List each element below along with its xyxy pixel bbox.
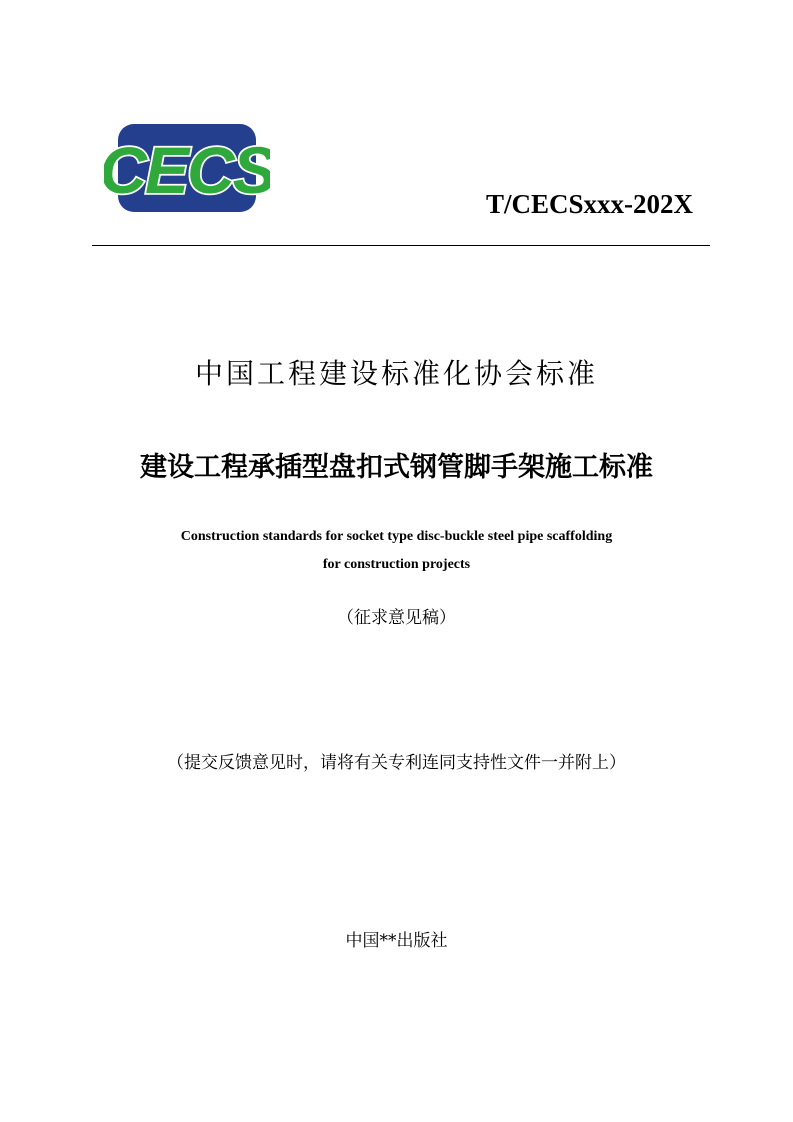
document-title-chinese: 建设工程承插型盘扣式钢管脚手架施工标准 xyxy=(140,452,653,483)
cecs-logo-graphic xyxy=(104,122,270,214)
document-title-english-line1: Construction standards for socket type disc-buckle steel pipe scaffolding xyxy=(180,529,613,544)
cecs-logo xyxy=(104,122,270,214)
header-divider xyxy=(92,245,710,246)
standard-code: T/CECSxxx-202X xyxy=(485,189,693,219)
submission-note: （提交反馈意见时，请将有关专利连同支持性文件一并附上） xyxy=(167,753,626,773)
association-standard-heading: 中国工程建设标准化协会标准 xyxy=(194,357,598,390)
logo-text: CECS xyxy=(104,133,270,207)
draft-status: （征求意见稿） xyxy=(337,608,456,628)
document-title-english-line2: for construction projects xyxy=(322,557,471,572)
publisher: 中国**出版社 xyxy=(345,931,448,951)
